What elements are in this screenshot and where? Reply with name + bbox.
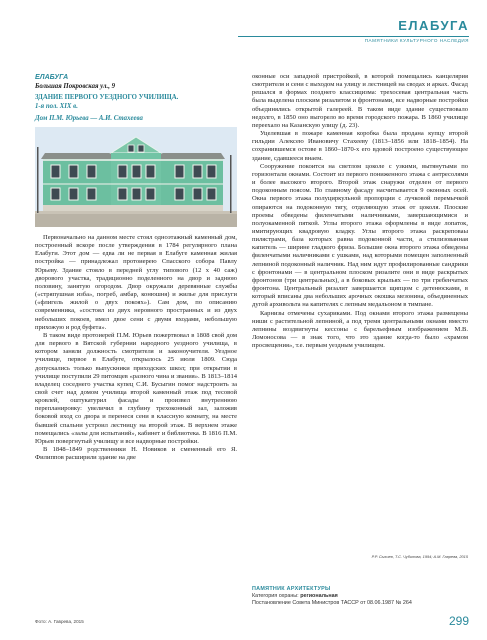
section-subtitle: ПАМЯТНИКИ КУЛЬТУРНОГО НАСЛЕДИЯ [364,38,469,43]
page-number: 299 [448,614,469,628]
paragraph: В таком виде протоиерей П.М. Юрьев пожертвовал в 1808 свой дом для первого в Вятской губернии народного уездного училища, в котором заняли должность смотрителя и законоучителя. Уездное училище, первое в Елабуге, открылось 25 июля 1809. Сюда допускались только выпускники приходских школ; при открытии в училище поступили 29 питомцев «разного чина и звания». В 1813–1814 владелец соседнего участка купец С.И. Бусыгин помог надстроить за свой счет над домом училища второй каменный этаж под тесовой кровлей, оштукатурил фасады и произвел внутреннюю перепланировку: увеличил в глубину трехоконный зал, заложив боковой вход со двора и перенеся сени в классную комнату, на месте бывшей спальни устроил лестницу на второй этаж. В верхнем этаже помещались «залы для испытаний», кабинет и библиотека. В 1816 П.М. Юрьев повергнутый училищу и все надворные постройки. [35,331,237,445]
city-heading: ЕЛАБУГА [35,74,69,81]
paragraph: оконные оси западной пристройкой, в которой помещались канцелярия смотрителя и сени с выходом на улицу и лестницей на сводах и арках. Фасад решался в формах позднего классицизма: трехосевая центральная часть была выделена плоским ризалитом и фронтонами, все надворные постройки объединялись открытой галереей. В таком виде здание существовало недолго, в 1850 оно выгорело во время городского пожара. В 1860 училище переехало на Казанскую улицу (д. 23). [252,73,468,129]
paragraph: Сооружение покоится на светлом цоколе с узкими, вытянутыми по горизонтали окнами. Состоит из первого пониженного этажа с антресолями и более высокого второго. Второй этаж снаружи отделен от первого подоконным поясом. По главному фасаду насчитывается 9 оконных осей. Окна первого этажа полуциркульной пропорции с лучковой перемычкой опираются на подоконную тягу, отделяющую этаж от цоколя. Плоские проемы обведены филенчатыми наличниками, завершающимися и полуокаменной пяткой. Углы второго этажа оформлены в виде лопаток, имитирующих квадровую кладку. Углы второго этажа раскреповаы пилястрами, база которых равна подоконной части, а стилизованная капитель — ширине гладкого фриза. Большие окна второго этажа обведены филенчатыми наличниками с ушками, над которыми помещен заполненный лепниной подоконный наличник. Над ним идут профилированные сандрики с фронтонами — в центральном плоском ризалите они в виде раскрытых фронтонов (три центральных), а в боковых крыльях — по три гребенчатых фронтона. Центральный ризалит завершается щипцом с детенюсками, в который вписаны два небольших арочных окошка мезонина, объединенных дугой архивольта на капителях с лепным медальоном в тимпане. [252,162,468,309]
category-header: ПАМЯТНИК АРХИТЕКТУРЫ [252,586,331,592]
photo-credit: Фото: А. Гаврева, 2015 [35,619,84,624]
photo-ground [35,213,237,227]
right-pole [230,155,232,213]
paragraph: В 1848–1849 родственники Н. Новиков и смененный его Я. Филиппов расширили здание на две [35,446,237,462]
building-photo [35,127,237,227]
plinth [43,205,223,211]
left-pole [37,147,39,213]
section-title: ЕЛАБУГА [398,18,469,33]
paragraph: Карнизы отмечены сухариками. Под окнами второго этажа размещены ниши с растительной лепниной, а под тремя центральными окнами вместо лепнины воздвигнуты кессоны с барельефным изображением М.В. Ломоносова — в знак того, что это здание когда-то было «храмом просвещения», т.е. первым уездным училищем. [252,309,468,350]
monument-date: 1-я пол. XIX в. [35,102,78,110]
left-column-body [35,234,237,462]
address: Большая Покровская ул., 9 [35,83,115,90]
paragraph: Уцелевшая в пожаре каменная коробка была продана купцу второй гильдии Алексею Ивановичу Стахееву (1813–1856 или 1818–1854). На сохранившемся остове в 1860–1870-х его вдовой построено существующее здание, сдавшееся внаем. [252,130,468,162]
decree: Постановление Совета Министров ТАССР от 08.06.1987 № 264 [252,600,412,607]
header-rule [238,36,469,37]
author-credit: Р.Р. Сыхиев, Т.С. Чубинова, 1994; А.М. Гаврева, 2015 [371,554,468,559]
paragraph: Первоначально на данном месте стоял одноэтажный каменный дом, построенный вскоре после утверждения в 1784 регулярного плана Елабуги. Этот дом — едва ли не первая в Елабуге каменная жилая постройка — принадлежал протоиерею Спасского собора Павлу Юрьеву. Здание стояло в передней углу типового (12 х 40 саж) дворового участка, традиционно поделенного на двор и заднюю половину, занятую огородом. Двор окружали деревянные службы («стряпушная изба», погреб, амбар, конюшня) и жилье для прислуги («флигель жилой о двух покоях»). Сам дом, по описанию современника, «состоял из двух неровного пространных и из двух небольших покоев, имел двое сени с двумя входами, небольшую прихожую и род буфета». [35,234,237,331]
right-column [252,73,468,350]
left-column-heading [35,73,237,124]
protection-category [252,593,412,600]
monument-title: ЗДАНИЕ ПЕРВОГО УЕЗДНОГО УЧИЛИЩА. [35,94,179,101]
monument-meta [252,586,412,608]
house-name: Дом П.М. Юрьева — А.И. Стахеева [35,115,143,122]
protection-value: региональная [300,593,338,600]
central-risalit [111,153,161,211]
photo-sidewalk [35,211,237,214]
protection-label: Категория охраны: [252,593,299,600]
